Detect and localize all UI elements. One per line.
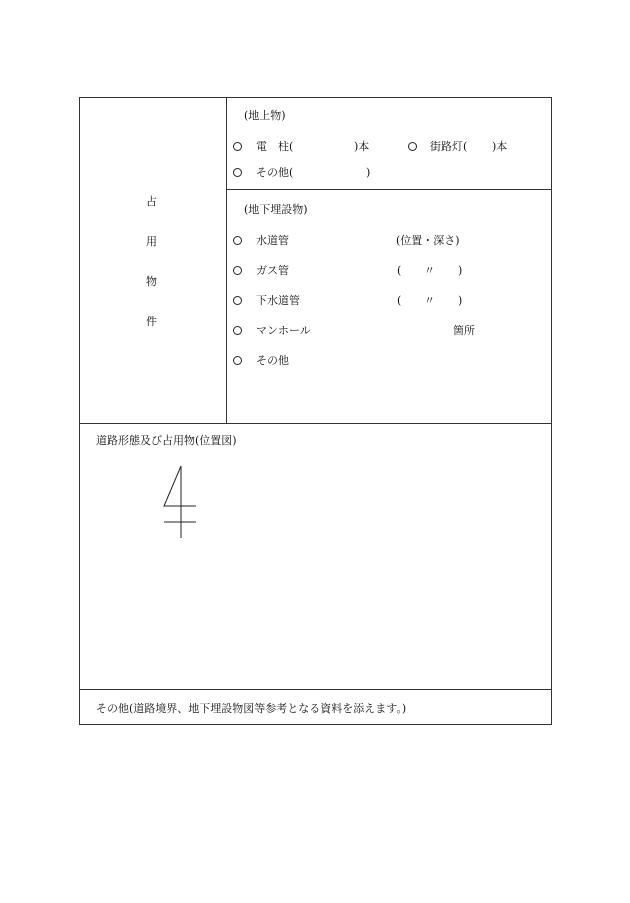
above-ground-other-label: その他( xyxy=(256,166,294,179)
street-light-label: 街路灯( xyxy=(430,140,468,153)
sewer-ditto-mark: 〃 xyxy=(424,294,435,307)
sewer-pipe-label: 下水道管 xyxy=(256,294,300,307)
above-underground-divider xyxy=(226,189,551,190)
above-ground-heading: (地上物) xyxy=(244,109,286,122)
occupancy-label-char-2: 用 xyxy=(146,235,157,248)
water-pipe-label: 水道管 xyxy=(256,234,289,247)
street-light-checkbox[interactable] xyxy=(408,142,417,151)
underground-other-checkbox[interactable] xyxy=(233,356,242,365)
map-section-label: 道路形態及び占用物(位置図) xyxy=(96,434,237,447)
sewer-ditto-close: ) xyxy=(458,294,463,307)
north-arrow-icon xyxy=(160,464,200,540)
footer-top-border xyxy=(80,689,551,690)
manhole-unit: 箇所 xyxy=(453,324,475,337)
utility-pole-checkbox[interactable] xyxy=(233,142,242,151)
utility-pole-unit: )本 xyxy=(354,140,370,153)
gas-pipe-label: ガス管 xyxy=(256,264,289,277)
utility-pole-label: 電 柱( xyxy=(256,140,294,153)
underground-heading: (地下埋設物) xyxy=(244,203,308,216)
water-pipe-checkbox[interactable] xyxy=(233,236,242,245)
above-ground-other-checkbox[interactable] xyxy=(233,168,242,177)
occupancy-label-char-3: 物 xyxy=(146,275,157,288)
street-light-unit: )本 xyxy=(492,140,508,153)
sewer-pipe-checkbox[interactable] xyxy=(233,296,242,305)
label-column-divider xyxy=(226,98,227,423)
underground-other-label: その他 xyxy=(256,354,289,367)
above-ground-other-close: ) xyxy=(366,166,371,179)
occupancy-label-char-4: 件 xyxy=(146,315,157,328)
gas-ditto-close: ) xyxy=(458,264,463,277)
manhole-checkbox[interactable] xyxy=(233,326,242,335)
position-depth-label: (位置・深さ) xyxy=(396,234,460,247)
map-section-top-border xyxy=(80,423,551,424)
occupancy-form-table xyxy=(79,97,552,725)
gas-pipe-checkbox[interactable] xyxy=(233,266,242,275)
gas-ditto-open: ( xyxy=(397,264,402,277)
sewer-ditto-open: ( xyxy=(397,294,402,307)
gas-ditto-mark: 〃 xyxy=(424,264,435,277)
occupancy-label-char-1: 占 xyxy=(146,195,157,208)
manhole-label: マンホール xyxy=(256,324,311,337)
footer-note: その他(道路境界、地下埋設物図等参考となる資料を添えます。) xyxy=(96,702,407,715)
